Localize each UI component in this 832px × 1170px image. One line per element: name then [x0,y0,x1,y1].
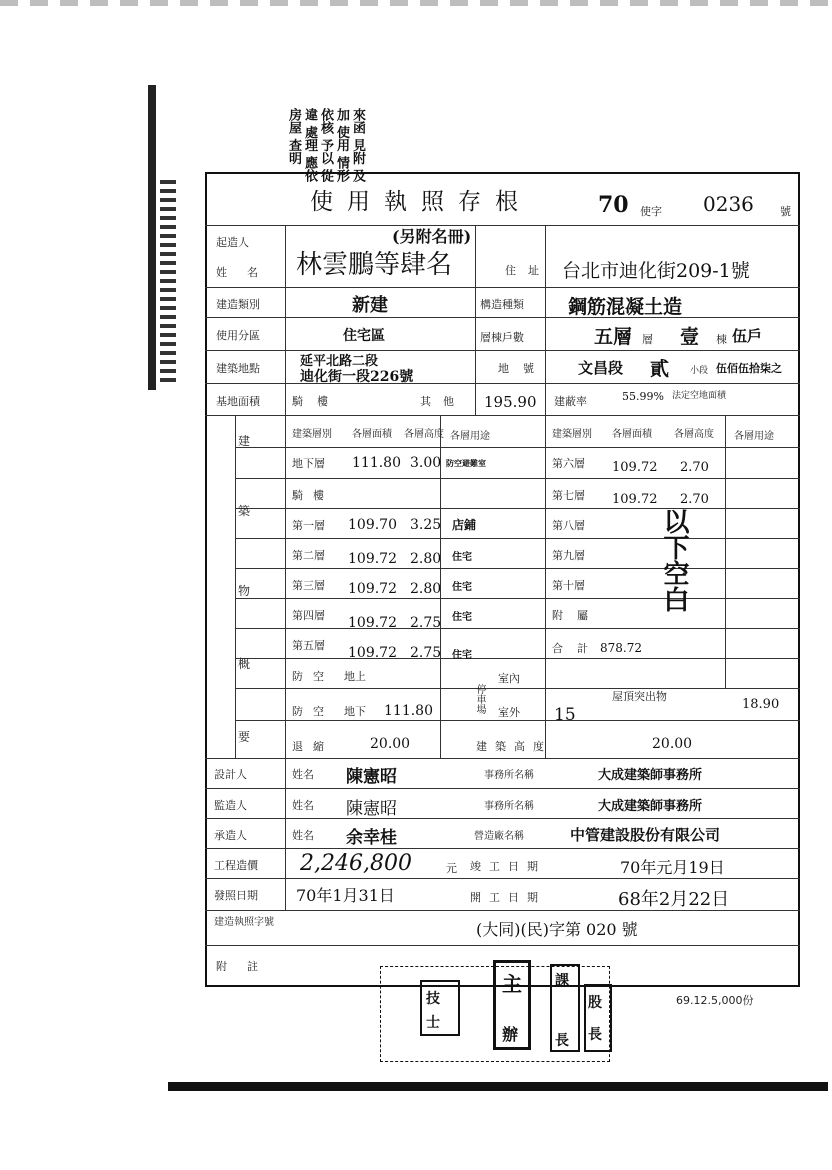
floor7-area: 109.72 [612,492,658,507]
floor3-height: 2.80 [410,581,442,597]
floor1-use: 店鋪 [452,518,477,532]
rule [475,225,476,415]
floor4-area: 109.72 [348,615,397,631]
rule [205,317,800,318]
label-designer-name: 姓名 [292,768,314,781]
issue-date: 70年1月31日 [296,886,395,905]
rule [235,415,236,758]
form-title: 使用執照存根 [310,189,532,215]
label-builder: 起造人 [216,236,249,249]
basement-use: 防空避難室 [446,458,486,468]
note-col: 予以 [318,138,333,165]
floor3-area: 109.72 [348,581,397,597]
header-area-right: 各層面積 [612,429,652,440]
total-area: 878.72 [600,641,642,655]
basement-area: 111.80 [352,455,401,471]
label-use-zone: 使用分區 [216,329,260,342]
label-other: 其他 [420,395,466,408]
stamp-char: 課 [555,973,569,989]
row-label-floor8: 第八層 [552,519,585,532]
label-remarks: 附註 [216,960,278,973]
floors-value: 五層 [594,326,633,348]
row-label-arcade: 騎樓 [292,489,334,502]
label-vacant-area: 法定空地面積 [672,391,727,401]
note-col: 來函 [350,108,365,134]
row-label-floor7: 第七層 [552,489,585,502]
label-designer: 設計人 [214,768,247,781]
rule [285,225,286,910]
buildings-unit: 棟 [716,333,727,346]
use-zone-value: 住宅區 [343,328,385,344]
rule [235,688,800,689]
setback-height: 20.00 [370,736,411,752]
row-label-floor5: 第五層 [292,639,325,652]
label-coverage: 建蔽率 [554,395,587,408]
rule [205,225,800,226]
rule [205,383,800,384]
stamp-char: 股 [588,995,602,1011]
stamp-char: 辦 [502,1025,519,1044]
note-col: 從違 [302,108,333,183]
print-mark: 69.12.5,000份 [676,994,754,1007]
permit-text: (大同)(民)字第 020 號 [476,920,638,939]
label-address: 住址 [505,264,551,277]
label-building-height: 建築高度 [476,740,552,753]
floor1-area: 109.70 [348,517,397,533]
site-line2: 迪化街一段226號 [300,369,414,385]
label-indoor: 室內 [498,672,520,685]
note-col: 及加 [334,108,365,183]
rule [205,848,800,849]
floor4-use: 住宅 [452,612,472,623]
rule [235,538,800,539]
contractor-company: 中管建設股份有限公司 [570,826,721,844]
label-underground: 地下 [344,705,366,718]
label-arcade: 騎樓 [292,395,342,408]
rule [725,415,726,688]
label-factory: 營造廠名稱 [474,831,524,842]
owner-address: 台北市迪化街209-1號 [562,260,750,282]
cert-number: 0236 [703,192,754,216]
scan-top-border [0,0,832,6]
row-label-total: 合計 [552,642,602,655]
rule [235,720,800,721]
cert-prefix: 使字 [640,205,662,218]
row-label-attached: 附屬 [552,609,602,622]
land-no-value: 貳 [650,358,670,380]
rule [235,447,800,448]
label-issue-date: 發照日期 [214,889,258,902]
label-projection: 屋頂突出物 [612,690,667,703]
label-designer-office: 事務所名稱 [484,770,534,781]
floor2-use: 住宅 [452,552,472,563]
header-use-right: 各層用途 [734,431,774,442]
cert-suffix: 號 [780,205,791,218]
label-name: 姓名 [216,266,278,279]
underground-area: 111.80 [384,703,433,719]
label-floors-households: 層棟戶數 [480,331,524,344]
rule [235,658,800,659]
side-letter: 概 [238,657,251,671]
outdoor-parking-value: 15 [554,705,576,725]
header-floor-left: 建築層別 [292,429,332,440]
stamp-char: 技 [426,991,440,1007]
stamp-char: 長 [588,1027,602,1043]
label-parking: 停車場 [474,684,485,714]
cost-unit: 元 [446,862,457,875]
label-air-raid-2: 防空 [292,705,334,718]
coverage-value: 55.99% [622,390,664,403]
start-date: 68年2月22日 [618,889,730,910]
label-setback: 退縮 [292,740,334,753]
designer-name: 陳憲昭 [346,767,397,787]
label-site-location: 建築地點 [216,362,260,375]
label-supervisor: 監造人 [214,799,247,812]
row-label-floor1: 第一層 [292,519,325,532]
label-outdoor: 室外 [498,706,520,719]
floor7-height: 2.70 [680,492,709,507]
floor4-height: 2.75 [410,615,442,631]
label-completion: 竣工日期 [470,860,546,873]
floor1-height: 3.25 [410,517,442,533]
label-supervisor-office: 事務所名稱 [484,801,534,812]
note-col: 依核 [318,108,333,134]
floors-unit: 層 [642,333,653,346]
floor5-area: 109.72 [348,645,397,661]
supervisor-office: 大成建築師事務所 [598,799,703,814]
rule [205,415,800,416]
header-use-left: 各層用途 [450,431,490,442]
rule [205,945,800,946]
header-height-left: 各層高度 [404,429,444,440]
site-line1: 延平北路二段 [300,354,379,369]
header-height-right: 各層高度 [674,429,714,440]
floor5-use: 住宅 [452,650,472,661]
label-structure: 構造種類 [480,298,524,311]
floor5-height: 2.75 [410,645,442,661]
note-col: 處理 [302,125,317,152]
basement-height: 3.00 [410,455,442,471]
stamp-char: 士 [426,1015,440,1031]
stamp-char: 主 [502,972,522,996]
floor6-area: 109.72 [612,460,658,475]
rule [205,758,800,759]
side-letter: 建 [238,434,251,448]
label-air-raid: 防空 [292,670,334,683]
designer-office: 大成建築師事務所 [598,768,703,783]
cost-value: 2,246,800 [300,851,412,876]
note-col: 見附 [350,138,365,165]
floor6-height: 2.70 [680,460,709,475]
contractor-name: 余幸桂 [346,828,397,848]
year-handwritten: 70 [598,192,629,218]
rule [205,788,800,789]
scan-bottom-bar [168,1082,828,1091]
rule [235,628,800,629]
rule [235,508,800,509]
projection-value: 18.90 [742,697,780,712]
note-col: 情形 [334,156,349,183]
base-area-value: 195.90 [484,393,537,411]
below-blank-note: 以下空白 [659,508,689,612]
note-col: 房屋 [286,108,301,134]
building-type-value: 新建 [352,295,388,316]
rule [205,818,800,819]
building-height-value: 20.00 [652,736,693,752]
label-start: 開工日期 [470,891,546,904]
rule [205,878,800,879]
label-base-area: 基地面積 [216,395,260,408]
header-floor-right: 建築層別 [552,429,592,440]
label-supervisor-name: 姓名 [292,799,314,812]
label-contractor: 承造人 [214,829,247,842]
row-label-floor4: 第四層 [292,609,325,622]
label-aboveground: 地上 [344,670,366,683]
rule [235,598,800,599]
row-label-floor9: 第九層 [552,549,585,562]
note-col: 查明 [286,138,301,165]
rule [205,287,800,288]
row-label-floor10: 第十層 [552,579,585,592]
rule [235,478,800,479]
side-letter: 物 [238,584,251,598]
side-letter: 築 [238,504,251,518]
rule [205,350,800,351]
label-contractor-name: 姓名 [292,829,314,842]
row-label-floor3: 第三層 [292,579,325,592]
floor2-area: 109.72 [348,551,397,567]
land-section-value: 文昌段 [578,359,624,377]
scan-left-mark [160,180,176,385]
rule [235,568,800,569]
row-label-floor2: 第二層 [292,549,325,562]
label-small-section: 小段 [690,366,709,376]
scan-left-bar [148,85,156,390]
row-label-floor6: 第六層 [552,457,585,470]
floor3-use: 住宅 [452,582,472,593]
row-label-basement: 地下層 [292,457,325,470]
structure-value: 鋼筋混凝土造 [568,296,683,318]
side-letter: 要 [238,730,251,744]
buildings-value: 壹 [680,326,700,348]
label-permit-no: 建造執照字號 [214,917,274,928]
header-area-left: 各層面積 [352,429,392,440]
note-col: 應依 [302,156,317,183]
stamp-char: 長 [555,1033,569,1049]
households-value: 伍戶 [732,327,763,345]
label-building-type: 建造類別 [216,298,260,311]
land-small-value: 伍佰伍拾柒之 [716,362,782,375]
rule [545,415,546,758]
supervisor-name: 陳憲昭 [346,799,397,819]
label-land-no: 地號 [498,362,548,375]
owner-name: 林雲鵬等肆名 [296,250,453,280]
floor2-height: 2.80 [410,551,442,567]
label-cost: 工程造價 [214,859,258,872]
rule [545,225,546,415]
completion-date: 70年元月19日 [620,858,725,877]
note-col: 使用 [334,125,349,152]
owner-name-insert: (另附名冊) [392,227,472,246]
